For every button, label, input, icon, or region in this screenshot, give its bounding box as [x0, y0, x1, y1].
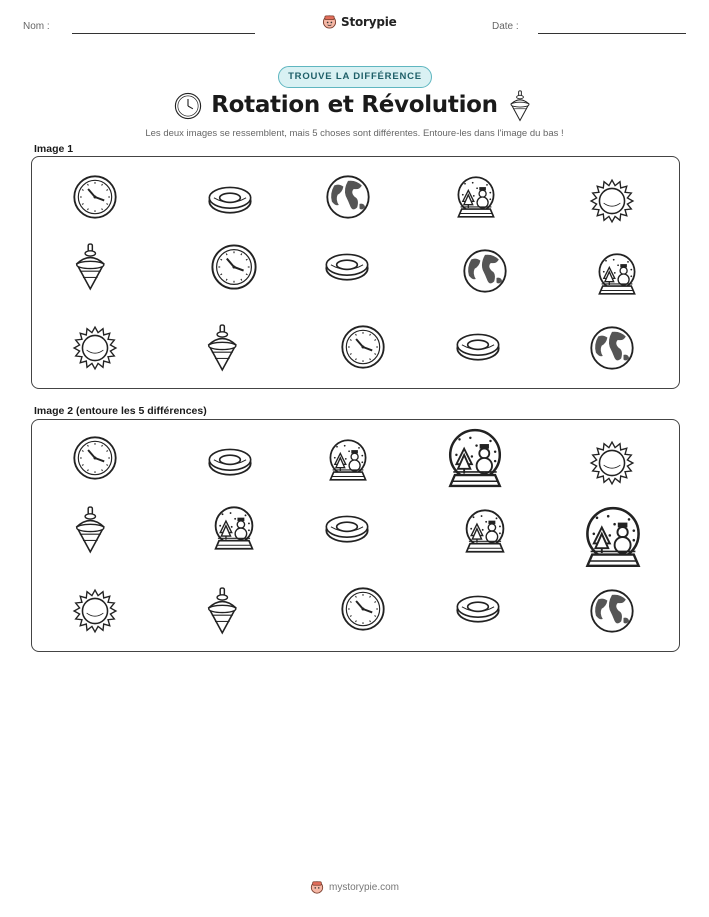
snow-globe-icon[interactable] [454, 175, 498, 219]
donut-icon[interactable] [207, 184, 253, 216]
image2-label: Image 2 (entoure les 5 différences) [34, 405, 207, 417]
date-field[interactable] [538, 33, 686, 34]
sun-icon[interactable] [589, 178, 635, 224]
activity-badge: TROUVE LA DIFFÉRENCE [278, 66, 432, 88]
snow-globe-icon[interactable] [462, 508, 508, 554]
storypie-mascot-icon [322, 14, 337, 29]
page-title: Rotation et Révolution [211, 92, 498, 118]
brand-name: Storypie [341, 14, 397, 29]
snow-globe-icon[interactable] [595, 252, 639, 296]
instructions: Les deux images se ressemblent, mais 5 choses sont différentes. Entoure-les dans l'image du bas ! [145, 128, 564, 139]
earth-icon[interactable] [589, 325, 635, 371]
spinning-top-icon [509, 90, 531, 127]
clock-icon[interactable] [340, 324, 386, 370]
date-label: Date : [492, 21, 519, 32]
sun-icon[interactable] [72, 588, 118, 634]
donut-icon[interactable] [455, 331, 501, 363]
clock-icon[interactable] [340, 586, 386, 632]
spinning-top-icon[interactable] [205, 324, 240, 372]
earth-icon[interactable] [325, 174, 371, 220]
snow-globe-icon[interactable] [444, 427, 506, 489]
earth-icon[interactable] [589, 588, 635, 634]
name-label: Nom : [23, 21, 50, 32]
brand-logo [322, 14, 397, 29]
clock-icon[interactable] [210, 243, 258, 291]
donut-icon[interactable] [324, 513, 370, 545]
storypie-mascot-icon [310, 880, 324, 894]
spinning-top-icon[interactable] [205, 587, 240, 635]
donut-icon[interactable] [207, 446, 253, 478]
snow-globe-icon[interactable] [211, 505, 257, 551]
donut-icon[interactable] [455, 593, 501, 625]
sun-icon[interactable] [589, 440, 635, 486]
donut-icon[interactable] [324, 251, 370, 283]
clock-icon[interactable] [72, 174, 118, 220]
clock-icon[interactable] [72, 435, 118, 481]
sun-icon[interactable] [72, 325, 118, 371]
snow-globe-icon[interactable] [581, 505, 645, 569]
snow-globe-icon[interactable] [326, 438, 370, 482]
image1-label: Image 1 [34, 143, 74, 155]
spinning-top-icon[interactable] [73, 506, 108, 554]
spinning-top-icon[interactable] [73, 243, 108, 291]
name-field[interactable] [72, 33, 255, 34]
footer-url[interactable]: mystorypie.com [328, 881, 399, 893]
footer [0, 880, 709, 894]
earth-icon[interactable] [462, 248, 508, 294]
